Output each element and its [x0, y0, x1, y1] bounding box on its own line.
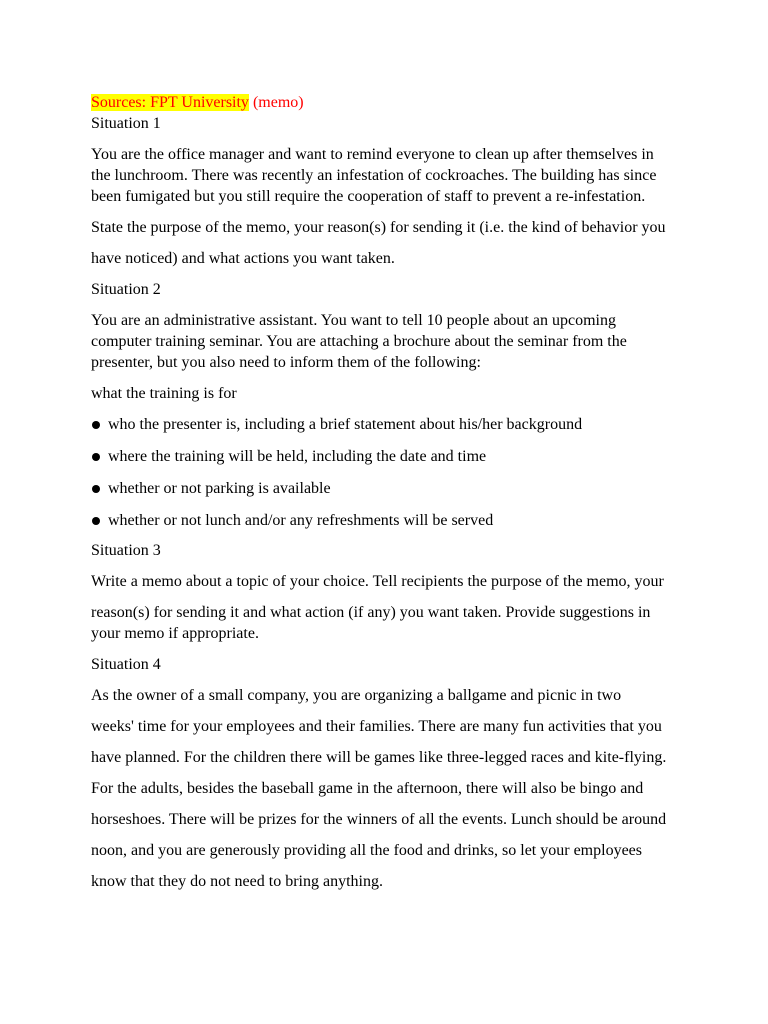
list-item	[91, 510, 691, 531]
source-line	[91, 92, 691, 113]
list-item	[91, 414, 691, 435]
source-label: Sources: FPT University	[91, 94, 249, 111]
situation-2-paragraph: You are an administrative assistant. You want to tell 10 people about an upcoming computer training seminar. You are attaching a brochure about the seminar from the presenter, but you also need to inform them of the following:	[91, 312, 627, 371]
list-item-text: whether or not lunch and/or any refreshments will be served	[108, 512, 494, 529]
situation-3-paragraph-tail: your memo if appropriate.	[91, 625, 259, 642]
situation-1-paragraph: You are the office manager and want to remind everyone to clean up after themselves in the lunchroom. There was recently an infestation of cockroaches. The building has since been fumigated but you still require the cooperation of staff to prevent a re-infestation.	[91, 146, 657, 205]
list-item-text: where the training will be held, including the date and time	[108, 448, 487, 465]
situation-2-heading: Situation 2	[91, 281, 161, 298]
list-item	[91, 478, 691, 499]
list-item-text: whether or not parking is available	[108, 480, 331, 497]
situation-4-paragraph: As the owner of a small company, you are organizing a ballgame and picnic in two weeks' time for your employees and their families. There are many fun activities that you have planned. For the children there will be games like three-legged races and kite-flying. For the adults, besides the baseball game in the afternoon, there will also be bingo and horseshoes. There will be prizes for the winners of all the events. Lunch should be around noon, and you are generously providing all the food and drinks, so let your employees know that they do not need to bring anything.	[91, 687, 667, 890]
bullet-icon	[92, 517, 100, 525]
situation-3-heading: Situation 3	[91, 542, 161, 559]
bullet-icon	[92, 421, 100, 429]
situation-4-heading: Situation 4	[91, 656, 161, 673]
situation-3-paragraph-wide: Write a memo about a topic of your choice. Tell recipients the purpose of the memo, your reason(s) for sending it and what action (if any) you want taken. Provide suggestions in	[91, 573, 664, 621]
situation-1-instruction: State the purpose of the memo, your reason(s) for sending it (i.e. the kind of behavior you have noticed) and what actions you want taken.	[91, 219, 666, 267]
bullet-icon	[92, 453, 100, 461]
bullet-icon	[92, 485, 100, 493]
list-item	[91, 446, 691, 467]
situation-3-paragraph	[91, 566, 691, 644]
list-item-text: who the presenter is, including a brief statement about his/her background	[108, 416, 583, 433]
situation-1-heading: Situation 1	[91, 115, 161, 132]
document-page	[91, 92, 691, 897]
situation-2-bullet-list	[91, 414, 691, 531]
source-note: (memo)	[252, 94, 304, 111]
situation-2-lead-item: what the training is for	[91, 385, 237, 402]
